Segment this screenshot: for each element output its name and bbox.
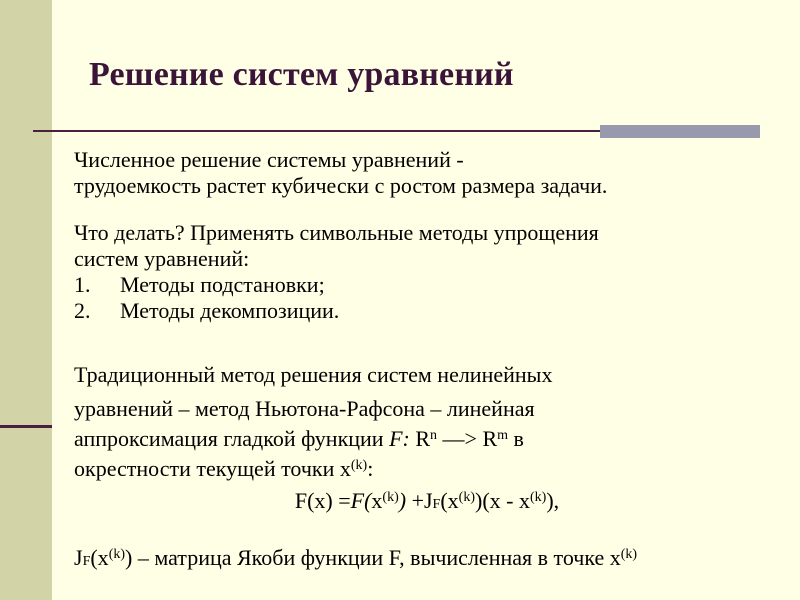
- list-item: [74, 298, 339, 324]
- formula-part: )(x - x: [475, 488, 530, 513]
- superscript-m: m: [497, 428, 509, 443]
- title-underline: [33, 130, 601, 132]
- text-run: ) – матрица Якоби функции F, вычисленная в точке x: [125, 545, 621, 570]
- para3-line2: уравнений – метод Ньютона-Рафсона – линейная: [74, 396, 535, 421]
- formula-part: (x: [440, 488, 459, 513]
- text-run: аппроксимация гладкой функции: [74, 426, 390, 451]
- text-run: —> R: [437, 426, 498, 451]
- formula-part: F(x) =: [294, 488, 351, 513]
- formula-part: +J: [406, 488, 433, 513]
- text-run: (x: [90, 545, 109, 570]
- list-item-number: 1.: [74, 272, 91, 297]
- superscript-k: (k): [458, 490, 475, 505]
- newton-formula: [74, 488, 780, 514]
- text-run: окрестности текущей точки x: [74, 456, 351, 481]
- list-item-text: Методы декомпозиции.: [120, 298, 340, 323]
- text-run: R: [409, 426, 431, 451]
- formula-part: ),: [546, 488, 560, 513]
- text-run: в: [508, 426, 524, 451]
- subscript-f: F: [82, 554, 91, 569]
- para2-line1: Что делать? Применять символьные методы упрощения: [74, 220, 599, 245]
- list-item: [74, 272, 325, 298]
- slide-title: Решение систем уравнений: [89, 56, 514, 93]
- superscript-k: (k): [620, 547, 638, 562]
- superscript-n: n: [430, 428, 438, 443]
- formula-part: ): [398, 488, 407, 513]
- list-item-number: 2.: [74, 298, 91, 323]
- para3-line1: Традиционный метод решения систем нелинейных: [74, 362, 553, 387]
- superscript-k: (k): [529, 490, 547, 505]
- text-run: :: [367, 456, 374, 481]
- jacobi-line: [74, 545, 637, 571]
- function-symbol: F:: [389, 426, 410, 451]
- text-run: J: [74, 545, 83, 570]
- sidebar-band: [0, 0, 52, 600]
- title-accent-bar: [600, 125, 760, 138]
- superscript-k: (k): [350, 458, 368, 473]
- formula-part: F(: [350, 488, 372, 513]
- superscript-k: (k): [382, 490, 399, 505]
- subscript-f: F: [432, 497, 441, 512]
- para2-line2: систем уравнений:: [74, 246, 250, 271]
- para3-line4: [74, 456, 373, 482]
- superscript-k: (k): [108, 547, 126, 562]
- formula-part: x: [371, 488, 383, 513]
- para1-line1: Численное решение системы уравнений -: [74, 147, 464, 172]
- list-item-text: Методы подстановки;: [120, 272, 325, 297]
- para1-line2: трудоемкость растет кубически с ростом размера задачи.: [74, 173, 608, 198]
- sidebar-divider: [0, 425, 52, 428]
- para3-line3: [74, 426, 524, 452]
